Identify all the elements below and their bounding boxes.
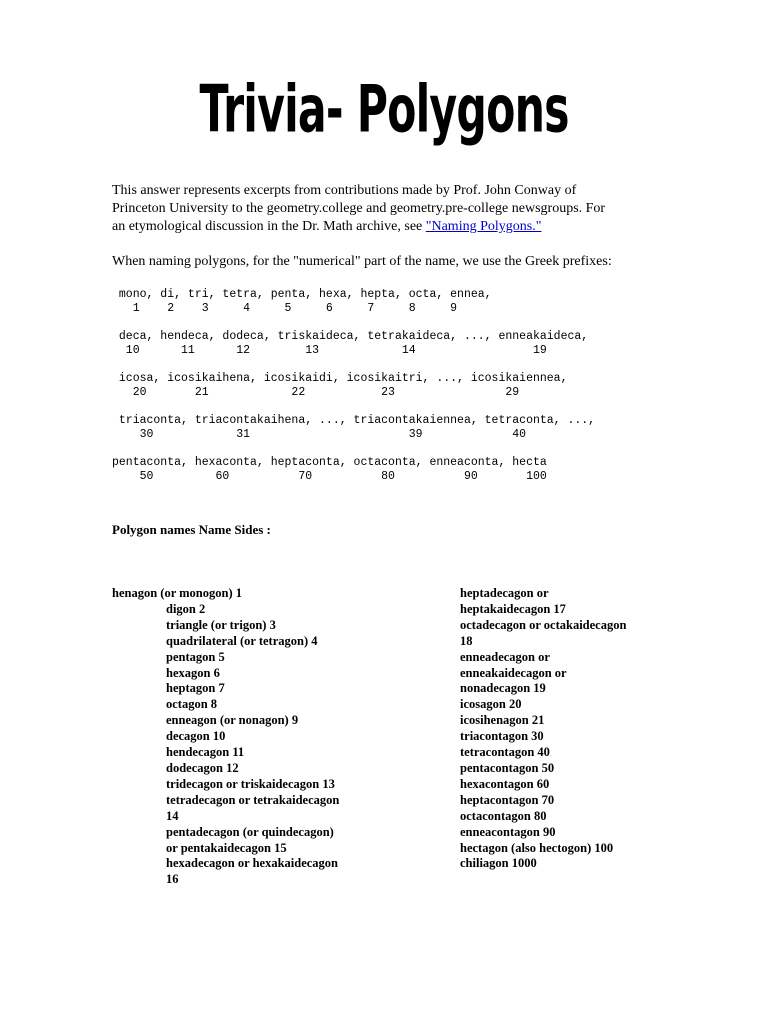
polygon-name-item: 14	[166, 808, 179, 823]
polygon-name-item: heptacontagon 70	[460, 792, 555, 807]
polygon-names-left-column	[112, 586, 382, 888]
polygon-name-item: octadecagon or octakaidecagon	[460, 617, 627, 632]
polygon-name-item: pentagon 5	[166, 649, 225, 664]
polygon-name-item: hexadecagon or hexakaidecagon	[166, 856, 338, 871]
polygon-name-item: digon 2	[166, 601, 206, 616]
polygon-name-item: icosagon 20	[460, 697, 522, 712]
polygon-name-item: enneadecagon or	[460, 649, 550, 664]
polygon-name-item: hectagon (also hectogon) 100	[460, 840, 614, 855]
greek-prefix-table: mono, di, tri, tetra, penta, hexa, hepta, octa, ennea, 1 2 3 4 5 6 7 8 9 deca, hendeca, dodeca, triskaideca, tetrakaideca, ..., enneakaideca, 10 11 12 13 14 19 icosa, icosikaihena, icosikaidi, icosikaitri, ..., icosikaiennea, 20 21 22 23 29 triaconta, triacontakaihena, ..., triacontakaiennea, tetraconta, ..., 30 31 39 40 pentaconta, hexaconta, heptaconta, octaconta, enneaconta, hecta 50 60 70 80 90 100	[112, 288, 596, 483]
polygon-name-item: pentacontagon 50	[460, 760, 555, 775]
polygon-name-item: tetradecagon or tetrakaidecagon	[166, 792, 340, 807]
intro-line-3-text: an etymological discussion in the Dr. Math archive, see	[112, 219, 426, 234]
polygon-name-item: dodecagon 12	[166, 760, 239, 775]
polygon-name-item: triacontagon 30	[460, 729, 544, 744]
title-container	[0, 72, 768, 148]
polygon-name-item: heptadecagon or	[460, 586, 549, 600]
polygon-name-item: tetracontagon 40	[460, 745, 550, 760]
polygon-name-item: 18	[460, 633, 473, 648]
intro-paragraph	[112, 182, 672, 236]
polygon-name-item: hendecagon 11	[166, 745, 245, 760]
polygon-name-item: hexacontagon 60	[460, 776, 550, 791]
polygon-name-item: chiliagon 1000	[460, 856, 537, 871]
naming-polygons-link[interactable]: "Naming Polygons."	[425, 219, 542, 234]
polygon-name-item: pentadecagon (or quindecagon)	[166, 824, 334, 839]
polygon-name-item: enneakaidecagon or	[460, 665, 567, 680]
polygon-names-right-column	[460, 586, 660, 872]
polygon-name-item: nonadecagon 19	[460, 681, 546, 696]
polygon-name-item: or pentakaidecagon 15	[166, 840, 287, 855]
intro-line-3	[112, 218, 672, 236]
polygon-name-item: quadrilateral (or tetragon) 4	[166, 633, 318, 648]
polygon-name-item: triangle (or trigon) 3	[166, 617, 276, 632]
polygon-name-item: tridecagon or triskaidecagon 13	[166, 776, 335, 791]
polygon-name-item: enneagon (or nonagon) 9	[166, 713, 299, 728]
polygon-name-item: henagon (or monogon) 1	[112, 586, 242, 600]
polygon-name-item: heptakaidecagon 17	[460, 601, 566, 616]
polygon-name-item: decagon 10	[166, 729, 226, 744]
polygon-name-item: octacontagon 80	[460, 808, 547, 823]
polygon-name-item: heptagon 7	[166, 681, 225, 696]
polygon-name-item: hexagon 6	[166, 665, 220, 680]
page-title: Trivia- Polygons	[199, 72, 569, 148]
polygon-name-item: 16	[166, 872, 179, 887]
prefix-intro: When naming polygons, for the "numerical" part of the name, we use the Greek prefixes:	[112, 254, 612, 269]
polygon-name-item: enneacontagon 90	[460, 824, 556, 839]
intro-line-1: This answer represents excerpts from contributions made by Prof. John Conway of	[112, 183, 577, 198]
polygon-name-item: octagon 8	[166, 697, 218, 712]
intro-line-2: Princeton University to the geometry.college and geometry.pre-college newsgroups. For	[112, 201, 606, 216]
polygon-names-heading: Polygon names Name Sides :	[112, 522, 271, 537]
polygon-name-item: icosihenagon 21	[460, 713, 545, 728]
